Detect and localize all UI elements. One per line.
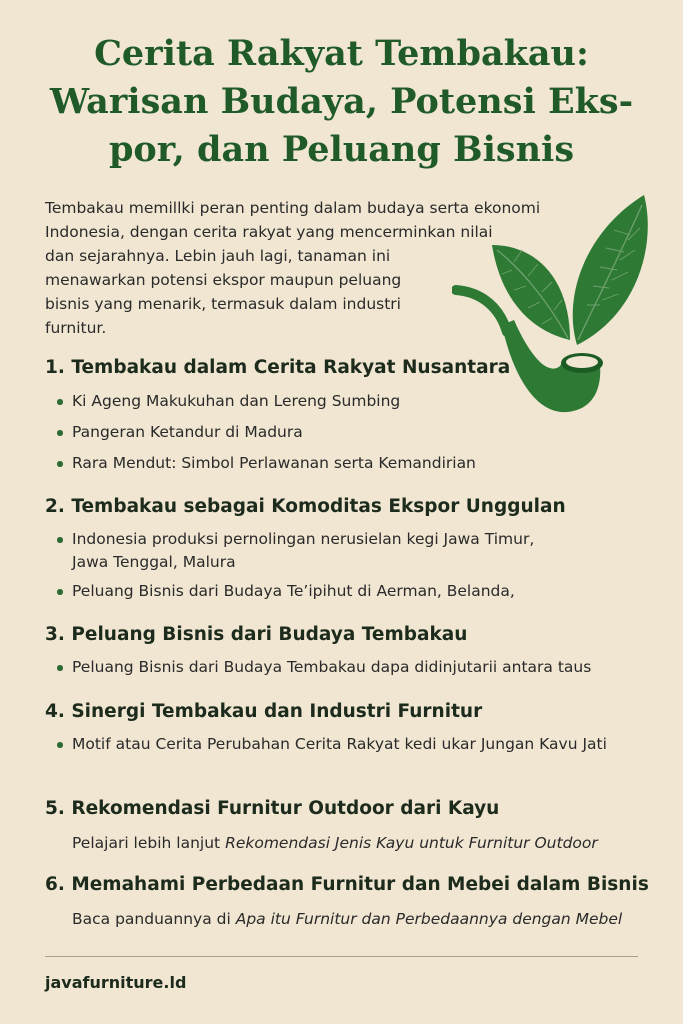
intro-line: dan sejarahnya. Lebin jauh lagi, tanaman ini [45,247,391,265]
article-link[interactable]: Apa itu Furnitur dan Perbedaannya dengan Mebel [235,910,623,928]
article-link[interactable]: Rekomendasi Jenis Kayu untuk Furnitur Outdoor [225,834,598,852]
section-furniture [45,699,655,756]
section-heading: 2. Tembakau sebagai Komoditas Ekspor Unggulan [45,496,566,517]
title-line-3: por, dan Peluang Bisnis [108,129,575,170]
note-text: Baca panduannya di [72,910,231,928]
intro-line: Indonesia, dengan cerita rakyat yang mencerminkan nilai [45,223,493,241]
intro-line: bisnis yang menarik, termasuk dalam industri [45,295,401,313]
section-outdoor [45,796,655,855]
intro-line: furnitur. [45,319,107,337]
page-title [0,30,683,174]
list-item: Indonesia produksi pernolingan nerusielan kegi Jawa Timur, Jawa Tenggal, Malura [45,528,545,574]
list-item: Rara Mendut: Simbol Perlawanan serta Kemandirian [45,452,655,475]
title-line-2: Warisan Budaya, Potensi Eks- [49,81,634,122]
note-text: Pelajari lebih lanjut [72,834,221,852]
section-note [45,832,655,855]
section-business [45,622,655,679]
section-difference [45,872,655,931]
intro-line: Tembakau memillki peran penting dalam budaya serta ekonomi [45,199,541,217]
section-heading: 4. Sinergi Tembakau dan Industri Furnitur [45,701,483,722]
tobacco-leaf-icon [573,195,648,345]
bullet-list [45,656,655,679]
section-folklore [45,355,655,475]
bullet-list [45,528,545,603]
list-item: Peluang Bisnis dari Budaya Te’ipihut di Aerman, Belanda, [45,580,545,603]
bullet-list [45,390,655,475]
bullet-list [45,733,625,756]
title-line-1: Cerita Rakyat Tembakau: [94,33,589,74]
section-heading: 5. Rekomendasi Furnitur Outdoor dari Kayu [45,798,500,819]
section-heading: 1. Tembakau dalam Cerita Rakyat Nusantara [45,357,511,378]
section-note [45,908,655,931]
list-item: Motif atau Cerita Perubahan Cerita Rakyat kedi ukar Jungan Kavu Jati [45,733,625,756]
intro-line: menawarkan potensi ekspor maupun peluang [45,271,402,289]
section-heading: 3. Peluang Bisnis dari Budaya Tembakau [45,624,468,645]
list-item: Peluang Bisnis dari Budaya Tembakau dapa didinjutarii antara taus [45,656,655,679]
section-export [45,494,655,603]
list-item: Ki Ageng Makukuhan dan Lereng Sumbing [45,390,655,413]
footer-site[interactable]: javafurniture.ld [45,973,187,992]
footer-divider [45,956,638,957]
list-item: Pangeran Ketandur di Madura [45,421,655,444]
section-heading: 6. Memahami Perbedaan Furnitur dan Mebei dalam Bisnis [45,874,649,895]
